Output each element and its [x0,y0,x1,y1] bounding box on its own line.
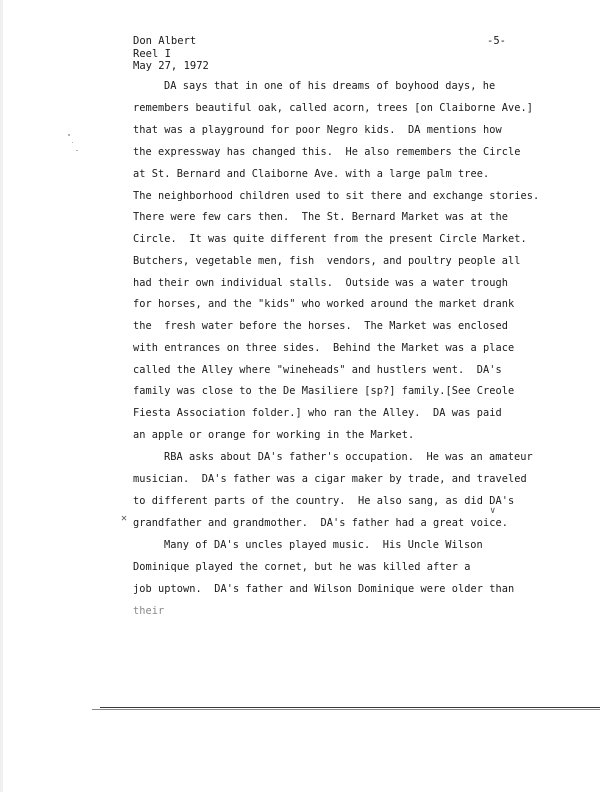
transcript-line: There were few cars then. The St. Bernard Market was at the [133,211,508,223]
transcript-line-faded: their [133,605,165,617]
insertion-mark: ∨ [490,506,496,516]
transcript-line: grandfather and grandmother. DA's father had a great voice. [133,517,508,529]
transcript-line: called the Alley where "wineheads" and hustlers went. DA's [133,364,502,376]
scan-edge [0,0,3,792]
transcript-line: the fresh water before the horses. The Market was enclosed [133,320,508,332]
interviewee-name: Don Albert [133,35,197,47]
transcript-line: for horses, and the "kids" who worked around the market drank [133,298,515,310]
transcript-line: job uptown. DA's father and Wilson Dominique were older than [133,583,515,595]
interview-date: May 27, 1972 [133,60,209,72]
scan-speck [68,134,70,136]
transcript-line: Fiesta Association folder.] who ran the Alley. DA was paid [133,407,502,419]
reel-label: Reel I [133,47,171,60]
margin-check-mark: ✕ [121,513,128,524]
transcript-line: that was a playground for poor Negro kids. DA mentions how [133,124,502,136]
transcript-line: Butchers, vegetable men, fish vendors, and poultry people all [133,255,521,267]
transcript-line: Dominique played the cornet, but he was killed after a [133,561,471,573]
document-header [133,35,209,73]
transcript-line: at St. Bernard and Claiborne Ave. with a large palm tree. [133,168,490,180]
transcript-line: the expressway has changed this. He also remembers the Circle [133,146,521,158]
transcript-line: to different parts of the country. He also sang, as did DA's [133,495,515,507]
scan-speck [76,150,78,151]
transcript-line: The neighborhood children used to sit there and exchange stories. [133,190,540,202]
transcript-line: an apple or orange for working in the Market. [133,429,415,441]
transcript-line: DA says that in one of his dreams of boyhood days, he [164,80,496,92]
scan-speck [72,142,73,143]
transcript-line: had their own individual stalls. Outside was a water trough [133,277,508,289]
transcript-line: with entrances on three sides. Behind the Market was a place [133,342,515,354]
transcript-line: musician. DA's father was a cigar maker by trade, and traveled [133,473,527,485]
page-number: -5- [487,35,506,47]
transcript-line: Many of DA's uncles played music. His Uncle Wilson [164,539,483,551]
bottom-rule [100,707,600,708]
bottom-rule-shadow [92,709,600,710]
transcript-line: family was close to the De Masiliere [sp?] family.[See Creole [133,385,515,397]
transcript-line: Circle. It was quite different from the present Circle Market. [133,233,527,245]
transcript-line: RBA asks about DA's father's occupation. He was an amateur [164,451,533,463]
transcript-line: remembers beautiful oak, called acorn, trees [on Claiborne Ave.] [133,102,533,114]
